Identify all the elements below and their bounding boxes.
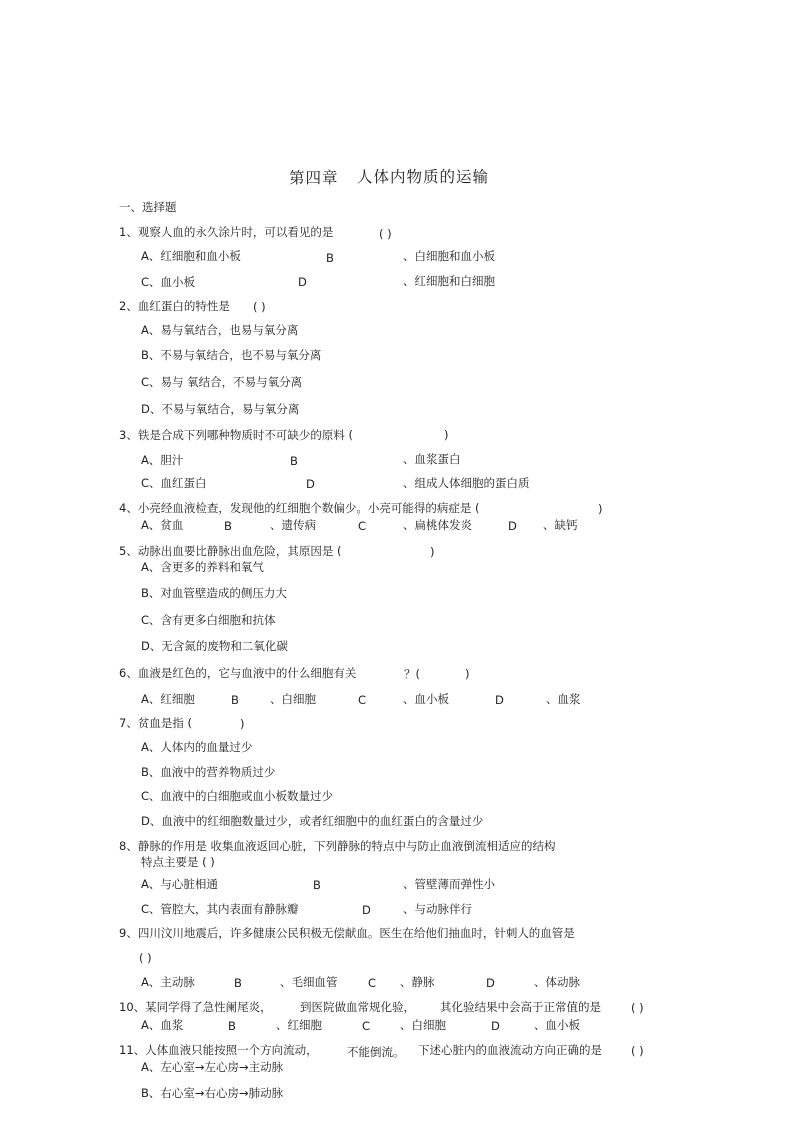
q9-option-d: 、体动脉	[534, 975, 580, 989]
q6-option-c-letter: C	[358, 693, 367, 707]
section-heading: 一、选择题	[119, 200, 177, 214]
question-9-paren: ( )	[139, 951, 152, 965]
question-11-stem: 11、人体血液只能按照一个方向流动，	[119, 1043, 318, 1057]
q6-option-b-letter: B	[231, 693, 239, 707]
q6-option-d-letter: D	[495, 693, 504, 707]
question-10-stem-part3: 其化验结果中会高于正常值的是	[440, 1000, 601, 1014]
question-1-stem: 1、观察人血的永久涂片时，可以看见的是	[119, 225, 334, 239]
question-7-stem: 7、贫血是指 (	[119, 716, 192, 730]
q1-option-d-letter: D	[298, 275, 307, 289]
q10-option-d-letter: D	[491, 1019, 500, 1033]
question-11-paren: ( )	[631, 1044, 644, 1058]
q7-option-a: A、人体内的血量过少	[141, 740, 253, 754]
q5-option-a: A、含更多的养料和氧气	[141, 560, 264, 574]
q8-option-d: 、与动脉伴行	[403, 902, 472, 916]
question-5-close: )	[430, 545, 435, 559]
q9-option-d-letter: D	[486, 976, 495, 990]
question-11-stem-part2: 不能倒流。	[347, 1045, 405, 1059]
question-2-stem: 2、血红蛋白的特性是	[119, 299, 230, 313]
question-2-paren: ( )	[253, 300, 266, 314]
question-6-stem: 6、血液是红色的，它与血液中的什么细胞有关	[119, 666, 357, 680]
q6-option-c: 、血小板	[403, 692, 449, 706]
q1-option-c: C、血小板	[141, 275, 196, 289]
q5-option-b: B、对血管壁造成的侧压力大	[141, 586, 287, 600]
question-6-paren: ？(	[404, 667, 420, 681]
q9-option-b-letter: B	[234, 976, 242, 990]
question-10-stem-part2: 到医院做血常规化验，	[300, 1000, 415, 1014]
q6-option-a: A、红细胞	[141, 692, 195, 706]
q3-option-b-letter: B	[290, 454, 298, 468]
q4-option-c: 、扁桃体发炎	[403, 518, 472, 532]
q10-option-c-letter: C	[362, 1019, 371, 1033]
q4-option-d: 、缺钙	[543, 518, 578, 532]
q10-option-d: 、血小板	[534, 1018, 580, 1032]
q4-option-b-letter: B	[224, 519, 232, 533]
q3-option-b: 、血浆蛋白	[403, 452, 461, 466]
q9-option-b: 、毛细血管	[280, 975, 338, 989]
question-10-stem: 10、某同学得了急性阑尾炎，	[119, 1000, 272, 1014]
q1-option-b: 、白细胞和血小板	[403, 249, 495, 263]
question-11-stem-part3: 下述心脏内的血液流动方向正确的是	[418, 1043, 602, 1057]
q2-option-c: C、易与 氧结合，不易与氧分离	[141, 375, 303, 389]
chapter-title: 人体内物质的运输	[357, 168, 490, 186]
question-1-paren: ( )	[379, 227, 392, 241]
question-10-paren: ( )	[631, 1001, 644, 1015]
q7-option-d: D、血液中的红细胞数量过少，或者红细胞中的血红蛋白的含量过少	[141, 814, 484, 828]
q8-option-b-letter: B	[313, 878, 321, 892]
q9-option-c-letter: C	[368, 976, 377, 990]
q1-option-d: 、红细胞和白细胞	[403, 274, 495, 288]
q1-option-a: A、红细胞和血小板	[141, 249, 241, 263]
q10-option-c: 、白细胞	[400, 1018, 446, 1032]
q2-option-b: B、不易与氧结合，也不易与氧分离	[141, 348, 322, 362]
q8-option-a: A、与心脏相通	[141, 877, 218, 891]
question-3-stem: 3、铁是合成下列哪种物质时不可缺少的原料 (	[119, 428, 353, 442]
chapter-number: 第四章	[289, 169, 339, 187]
q5-option-c: C、含有更多白细胞和抗体	[141, 613, 276, 627]
q3-option-c: C、血红蛋白	[141, 476, 207, 490]
q11-option-b: B、右心室→右心房→肺动脉	[141, 1086, 284, 1100]
q8-option-d-letter: D	[362, 903, 371, 917]
question-3-close: )	[444, 428, 449, 442]
q9-option-a: A、主动脉	[141, 975, 195, 989]
q9-option-c: 、静脉	[400, 975, 435, 989]
q6-option-b: 、白细胞	[270, 692, 316, 706]
question-7-close: )	[240, 717, 245, 731]
question-5-stem: 5、动脉出血要比静脉出血危险，其原因是 (	[119, 544, 342, 558]
question-4-close: )	[598, 502, 603, 516]
question-8-stem: 8、静脉的作用是 收集血液返回心脏，下列静脉的特点中与防止血液倒流相适应的结构	[119, 839, 556, 853]
q2-option-a: A、易与氧结合，也易与氧分离	[141, 323, 299, 337]
q3-option-d-letter: D	[306, 477, 315, 491]
question-6-close: )	[465, 667, 470, 681]
q4-option-c-letter: C	[358, 519, 367, 533]
q3-option-d: 、组成人体细胞的蛋白质	[403, 476, 530, 490]
q4-option-d-letter: D	[508, 519, 517, 533]
q10-option-b-letter: B	[228, 1019, 236, 1033]
q6-option-d: 、血浆	[546, 692, 581, 706]
q5-option-d: D、无含氮的废物和二氧化碳	[141, 639, 288, 653]
q4-option-b: 、遗传病	[270, 518, 316, 532]
q11-option-a: A、左心室→左心房→主动脉	[141, 1060, 284, 1074]
q10-option-b: 、红细胞	[276, 1018, 322, 1032]
q3-option-a: A、胆汁	[141, 453, 184, 467]
q8-option-c: C、管腔大，其内表面有静脉瓣	[141, 902, 299, 916]
q2-option-d: D、不易与氧结合，易与氧分离	[141, 402, 300, 416]
q4-option-a: A、贫血	[141, 518, 184, 532]
q8-option-b: 、管壁薄而弹性小	[403, 877, 495, 891]
question-4-stem: 4、小亮经血液检查，发现他的红细胞个数偏少。小亮可能得的病症是 (	[119, 501, 480, 515]
question-8-stem-line2: 特点主要是 ( )	[141, 855, 215, 869]
q10-option-a: A、血浆	[141, 1018, 184, 1032]
q1-option-b-letter: B	[326, 251, 334, 265]
q7-option-b: B、血液中的营养物质过少	[141, 765, 276, 779]
question-9-stem: 9、四川汶川地震后，许多健康公民积极无偿献血。医生在给他们抽血时，针刺人的血管是	[119, 926, 575, 940]
q7-option-c: C、血液中的白细胞或血小板数量过少	[141, 789, 334, 803]
